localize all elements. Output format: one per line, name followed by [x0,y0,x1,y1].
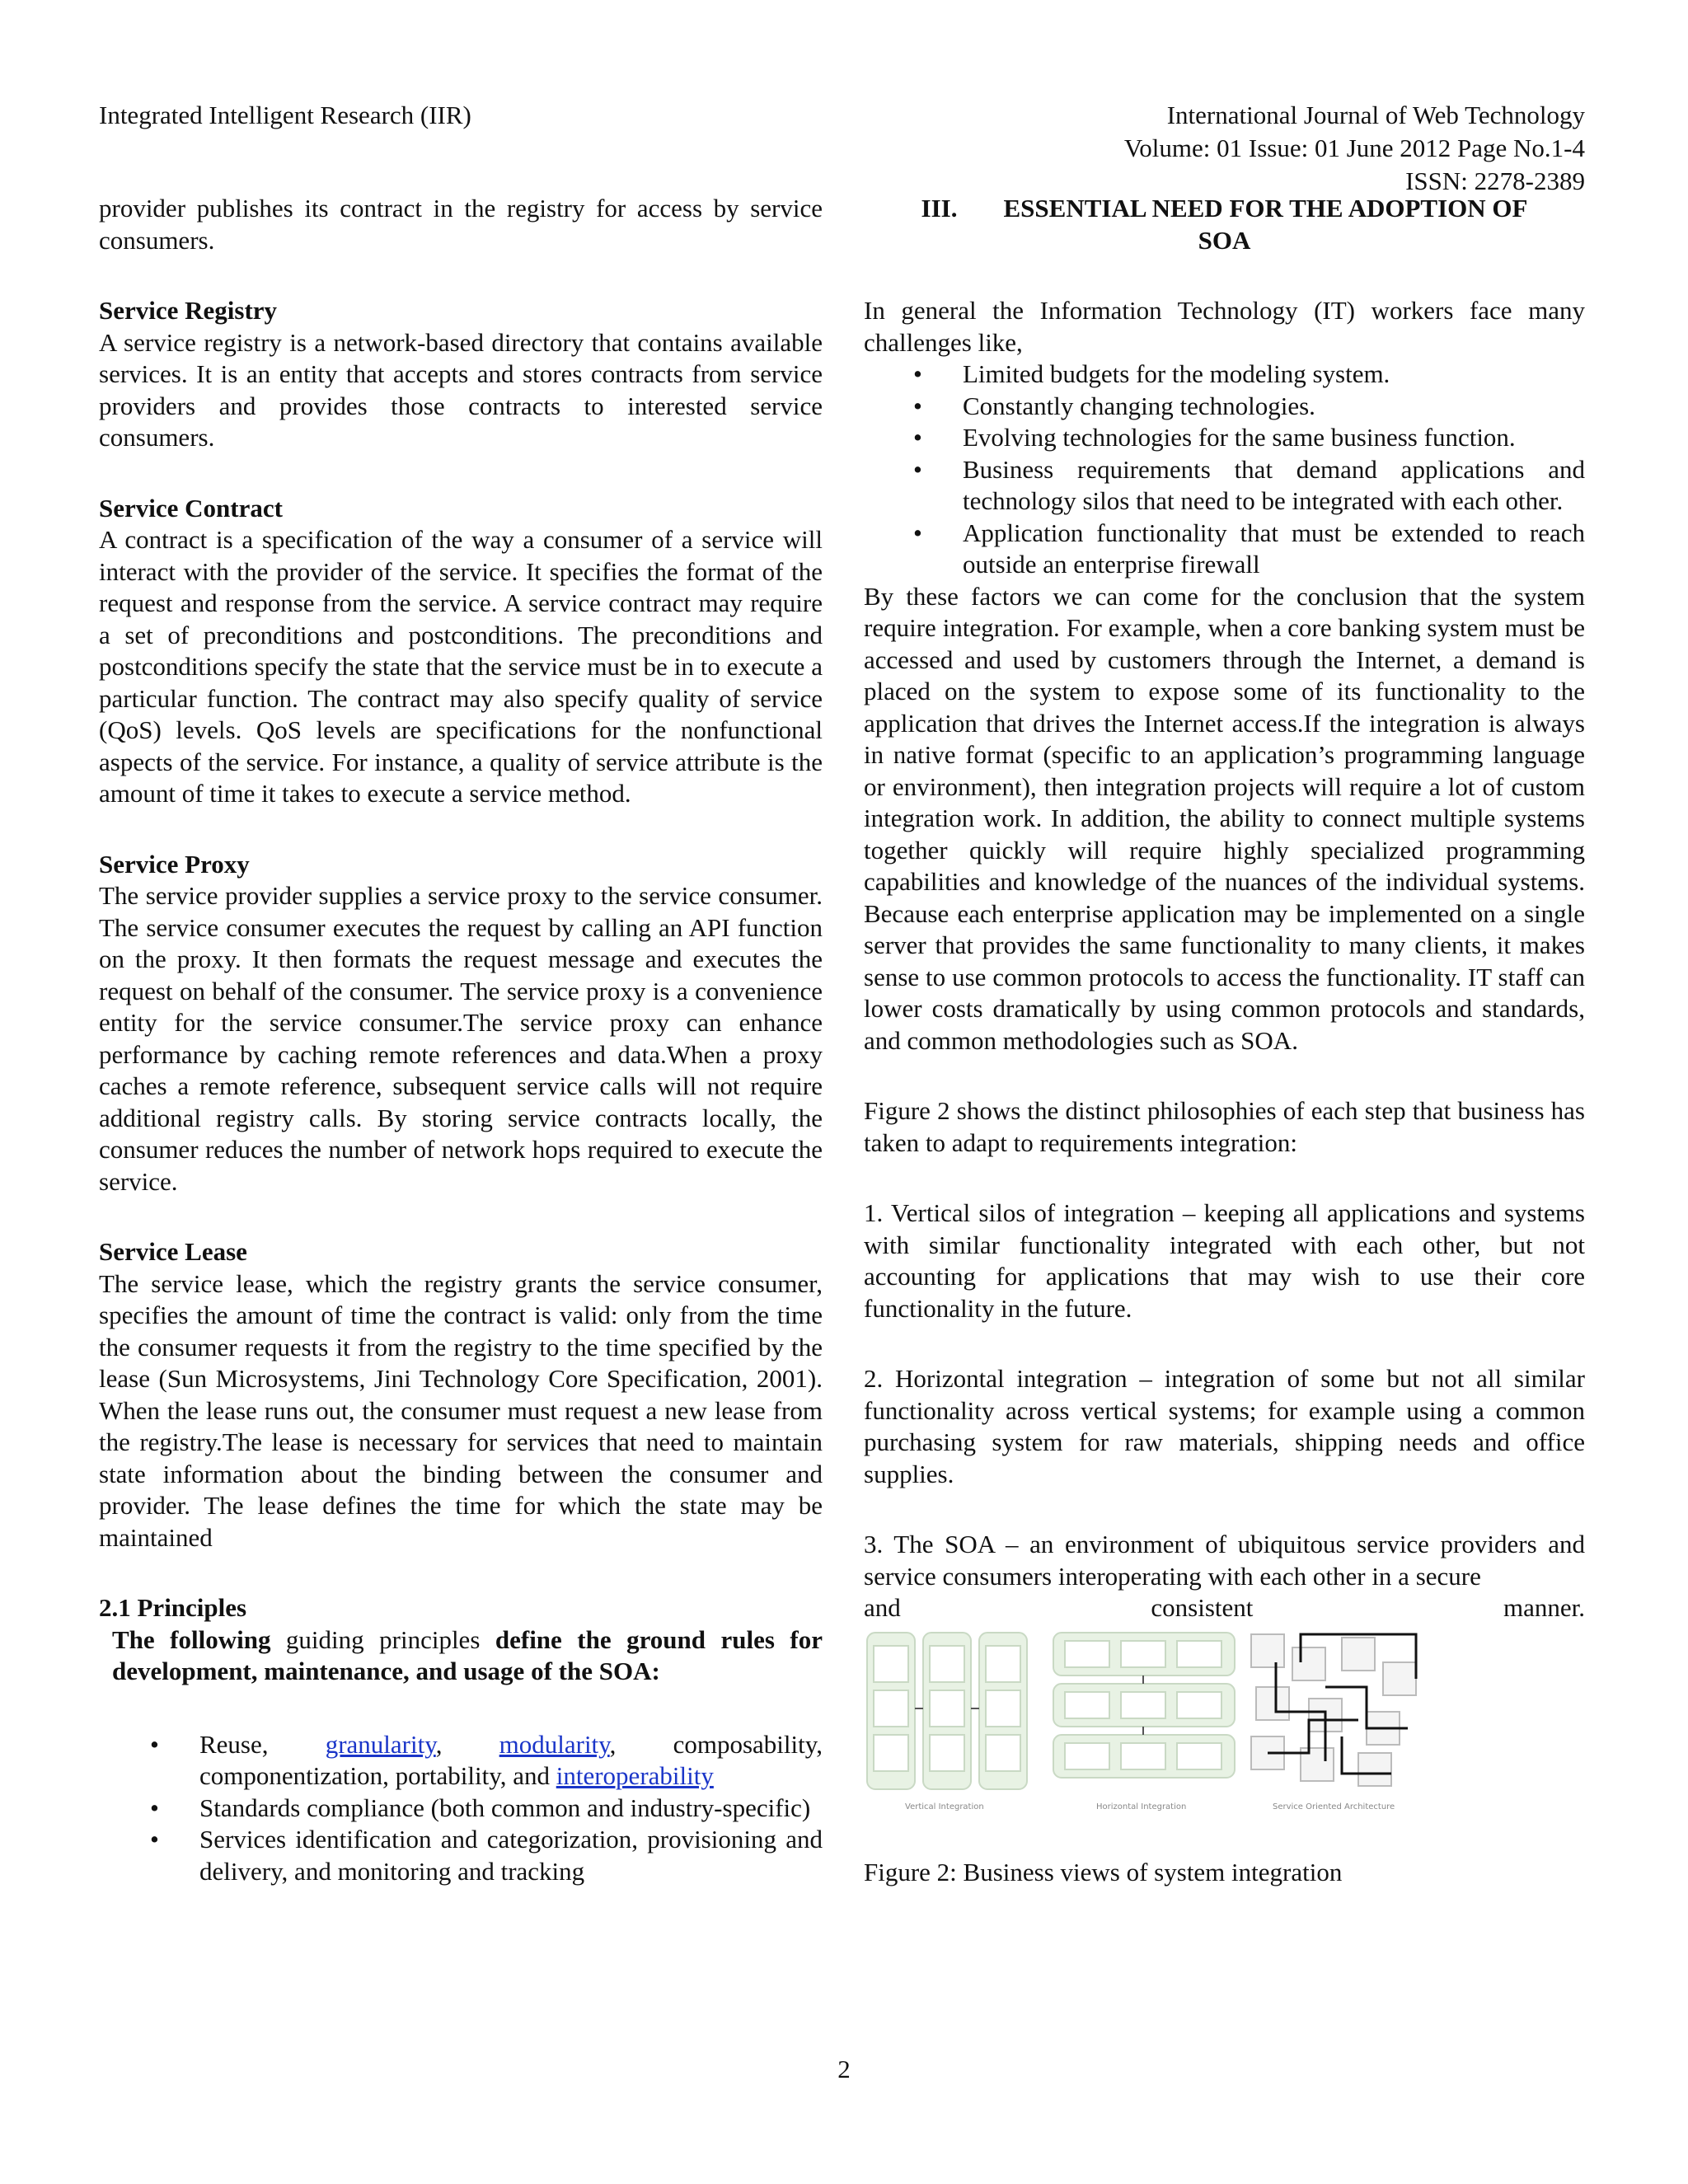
soa-item: 3. The SOA – an environment of ubiquitous service providers and service consumers interoperating with each other in a secure [864,1530,1585,1591]
principles-bold-1: The following [112,1624,271,1654]
challenges-intro: In general the Information Technology (IT) workers face many challenges like, [864,296,1585,357]
vertical-integration-label: Vertical Integration [905,1802,984,1811]
service-contract-heading: Service Contract [99,493,283,523]
bullet-icon: • [913,454,922,484]
modularity-link[interactable]: modularity [499,1729,610,1759]
principles-normal: guiding principles [270,1624,495,1654]
section-title: III. ESSENTIAL NEED FOR THE ADOPTION OF [864,193,1585,225]
service-registry-heading: Service Registry [99,296,278,325]
service-lease-text: The service lease, which the registry grants the service consumer, specifies the amount of time the contract is valid: only from the time the consumer requests it from the registry to the time specified by the lease (Sun Microsystems, Jini Technology Core Specification, 2001). When the lease runs out, the consumer must request a new lease from the registry.The lease is necessary for services that need to maintain state information about the binding between the consumer and provider. The lease defines the time for which the state may be maintained [99,1268,823,1552]
bullet-icon: • [913,391,922,420]
challenges-list [864,359,1585,581]
principles-bold-2: define the ground rules for development, maintenance, and usage of the SOA: [112,1624,823,1685]
principles-heading: 2.1 Principles [99,1593,247,1622]
principles-list [99,1729,823,1888]
bullet-icon: • [150,1729,159,1759]
journal-name: International Journal of Web Technology [1166,101,1585,129]
page-number: 2 [837,2055,851,2083]
integration-figure [864,1629,1424,1819]
soa-diagram [1251,1634,1416,1786]
list-item: • Evolving technologies for the same business function. [864,422,1585,454]
horizontal-integration-label: Horizontal Integration [1096,1802,1187,1811]
list-item: • Reuse, granularity, modularity, composability, componentization, portability, and interoperability [150,1729,823,1790]
service-contract-text: A contract is a specification of the way a consumer of a service will interact with the provider of the service. It specifies the format of the request and response from the service. A service contract may require a set of preconditions and postconditions. The preconditions and postconditions specify the state that the service must be in to execute a particular function. The contract may also specify quality of service (QoS) levels. QoS levels are specifications for the nonfunctional aspects of the service. For instance, a quality of service attribute is the amount of time it takes to execute a service method. [99,525,823,808]
soa-item-end: and consistent manner. [864,1593,1585,1622]
bullet-icon: • [150,1793,159,1822]
volume-info: Volume: 01 Issue: 01 June 2012 Page No.1-4 [1123,134,1585,162]
left-column [99,193,823,1887]
issn: ISSN: 2278-2389 [1405,166,1585,195]
soa-label: Service Oriented Architecture [1273,1802,1395,1811]
horizontal-integration-diagram [1053,1633,1235,1778]
body-paragraph: By these factors we can come for the conclusion that the system require integration. For example, when a core banking system must be accessed and used by customers through the Internet, a demand is placed on the system to expose some of its functionality to the application that drives the Internet access.If the integration is always in native format (specific to an application’s programming language or environment), then integration projects will require a lot of custom integration work. In addition, the ability to connect multiple systems together quickly will require highly specialized programming capabilities and knowledge of the nuances of the individual systems. Because each enterprise application may be implemented on a single server that provides the same functionality to many clients, it makes sense to use common protocols to access the functionality. IT staff can lower costs dramatically by using common protocols and standards, and common methodologies such as SOA. [864,581,1585,1055]
intro-paragraph: provider publishes its contract in the registry for access by service consumers. [99,194,823,255]
list-item: • Application functionality that must be extended to reach outside an enterprise firewall [913,518,1585,579]
principles-intro [99,1624,823,1688]
service-proxy-text: The service provider supplies a service proxy to the service consumer. The service consumer executes the request by calling an API function on the proxy. It then formats the request message and executes the request on behalf of the consumer. The service proxy is a convenience entity for the service consumer.The service proxy can enhance performance by caching remote references and data.When a proxy caches a remote reference, subsequent service calls will not require additional registry calls. By storing service contracts locally, the consumer reduces the number of network hops required to execute the service. [99,881,823,1196]
granularity-link[interactable]: granularity [325,1729,436,1759]
horizontal-integration-item: 2. Horizontal integration – integration of some but not all similar functionality across vertical systems; for example using a common purchasing system for raw materials, shipping needs and office supplies. [864,1364,1585,1488]
bullet-icon: • [913,423,922,452]
service-lease-heading: Service Lease [99,1237,247,1266]
list-item: • Standards compliance (both common and industry-specific) [99,1793,823,1825]
running-header-left: Integrated Intelligent Research (IIR) [99,101,471,129]
service-proxy-heading: Service Proxy [99,849,250,879]
vertical-silos-item: 1. Vertical silos of integration – keeping all applications and systems with similar functionality integrated with each other, but not accounting for applications that may wish to use their core functionality in the future. [864,1198,1585,1323]
right-column [864,193,1585,1888]
bullet-icon: • [150,1825,159,1854]
figure-caption: Figure 2: Business views of system integration [864,1857,1343,1886]
section-title-line2: SOA [1198,225,1251,255]
list-item: • Services identification and categorization, provisioning and delivery, and monitoring and tracking [150,1825,823,1886]
list-item: • Limited budgets for the modeling system. [864,359,1585,391]
list-item: • Constantly changing technologies. [864,391,1585,423]
list-item: • Business requirements that demand applications and technology silos that need to be integrated with each other. [913,454,1585,515]
vertical-integration-diagram [867,1633,1027,1789]
service-registry-text: A service registry is a network-based directory that contains available services. It is an entity that accepts and stores contracts from service providers and provides those contracts to interested service consumers. [99,327,823,452]
interoperability-link[interactable]: interoperability [556,1761,714,1790]
bullet-icon: • [913,359,922,388]
figure-reference-paragraph: Figure 2 shows the distinct philosophies of each step that business has taken to adapt to requirements integration: [864,1096,1585,1157]
section-number: III. [921,194,958,223]
running-header-right [1124,99,1585,198]
bullet-icon: • [913,518,922,547]
